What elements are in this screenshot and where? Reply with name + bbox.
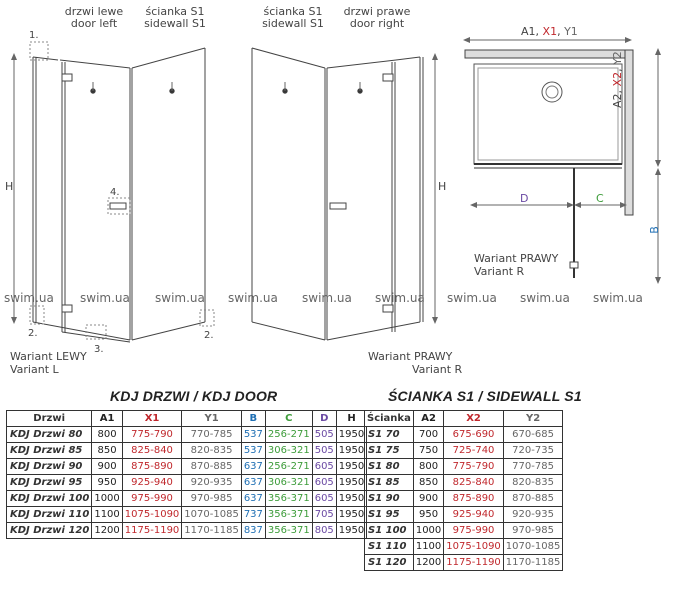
table-cell: 1950	[336, 427, 366, 443]
left-sidewall-label-en: sidewall S1	[144, 17, 206, 30]
header-c: C	[265, 411, 312, 427]
table-cell: 950	[413, 507, 443, 523]
table-row	[365, 475, 563, 491]
header-a2: A2	[413, 411, 443, 427]
table-cell: 720-735	[503, 443, 563, 459]
row-model-name: S1 110	[365, 539, 414, 555]
table-cell: 805	[312, 523, 336, 539]
table-cell: 770-785	[182, 427, 242, 443]
table-cell: 970-985	[503, 523, 563, 539]
table-cell: 725-740	[444, 443, 504, 459]
table-cell: 1175-1190	[444, 555, 504, 571]
dim-y1: Y1	[564, 25, 578, 38]
plan-side-dimension	[612, 28, 624, 108]
table-cell: 256-271	[265, 427, 312, 443]
door-dimension-table	[6, 410, 367, 539]
table-cell: 975-990	[444, 523, 504, 539]
table-cell: 356-371	[265, 491, 312, 507]
table-cell: 605	[312, 475, 336, 491]
plan-top-dimension	[521, 26, 578, 38]
table-row	[365, 459, 563, 475]
header-y1: Y1	[182, 411, 242, 427]
table-cell: 870-885	[503, 491, 563, 507]
table-cell: 825-840	[122, 443, 182, 459]
plan-variant-pl: Wariant PRAWY	[474, 252, 559, 265]
left-height-label: H	[5, 180, 14, 193]
right-variant-pl: Wariant PRAWY	[368, 350, 453, 363]
door-table-title: KDJ DRZWI / KDJ DOOR	[110, 388, 278, 404]
watermark: swim.ua	[80, 291, 130, 305]
header-b: B	[241, 411, 265, 427]
table-cell: 505	[312, 443, 336, 459]
table-cell: 1200	[92, 523, 122, 539]
table-cell: 670-685	[503, 427, 563, 443]
table-cell: 900	[413, 491, 443, 507]
row-model-name: S1 70	[365, 427, 414, 443]
dim-x1: X1	[542, 25, 558, 38]
table-cell: 637	[241, 459, 265, 475]
header-h: H	[336, 411, 366, 427]
table-cell: 356-371	[265, 507, 312, 523]
table-cell: 356-371	[265, 523, 312, 539]
table-cell: 970-985	[182, 491, 242, 507]
row-model-name: KDJ Drzwi 85	[7, 443, 92, 459]
table-cell: 1075-1090	[122, 507, 182, 523]
dim-x2: X2	[611, 71, 624, 87]
watermark: swim.ua	[447, 291, 497, 305]
dim-sep: ,	[611, 64, 624, 72]
left-variant-pl: Wariant LEWY	[10, 350, 87, 363]
table-cell: 1000	[413, 523, 443, 539]
table-row	[365, 443, 563, 459]
table-row	[7, 507, 367, 523]
table-cell: 775-790	[122, 427, 182, 443]
watermark: swim.ua	[593, 291, 643, 305]
table-row	[365, 539, 563, 555]
table-cell: 1170-1185	[182, 523, 242, 539]
table-cell: 770-785	[503, 459, 563, 475]
table-cell: 775-790	[444, 459, 504, 475]
table-cell: 537	[241, 443, 265, 459]
table-cell: 637	[241, 491, 265, 507]
dim-b: B	[647, 226, 661, 234]
table-cell: 1950	[336, 523, 366, 539]
table-row	[365, 523, 563, 539]
row-model-name: KDJ Drzwi 110	[7, 507, 92, 523]
dim-a2: A2	[611, 93, 624, 108]
table-cell: 1100	[413, 539, 443, 555]
table-cell: 875-890	[122, 459, 182, 475]
table-row	[7, 475, 367, 491]
table-cell: 850	[92, 443, 122, 459]
table-cell: 850	[413, 475, 443, 491]
table-cell: 1950	[336, 507, 366, 523]
table-cell: 925-940	[122, 475, 182, 491]
table-cell: 900	[92, 459, 122, 475]
table-cell: 1950	[336, 459, 366, 475]
table-cell: 605	[312, 459, 336, 475]
table-cell: 1950	[336, 443, 366, 459]
table-cell: 820-835	[182, 443, 242, 459]
table-cell: 1100	[92, 507, 122, 523]
table-cell: 837	[241, 523, 265, 539]
callout-3: 3.	[94, 344, 104, 355]
header-y2: Y2	[503, 411, 563, 427]
table-cell: 925-940	[444, 507, 504, 523]
right-door-label-pl: drzwi prawe	[343, 5, 411, 18]
table-cell: 737	[241, 507, 265, 523]
table-cell: 1950	[336, 475, 366, 491]
dim-y2: Y2	[611, 51, 624, 65]
row-model-name: S1 75	[365, 443, 414, 459]
table-cell: 750	[413, 443, 443, 459]
watermark: swim.ua	[228, 291, 278, 305]
table-row	[365, 555, 563, 571]
row-model-name: S1 85	[365, 475, 414, 491]
table-cell: 800	[413, 459, 443, 475]
header-x2: X2	[444, 411, 504, 427]
dim-a1: A1	[521, 25, 536, 38]
table-cell: 1950	[336, 491, 366, 507]
table-cell: 675-690	[444, 427, 504, 443]
right-sidewall-label-pl: ścianka S1	[263, 5, 323, 18]
table-cell: 975-990	[122, 491, 182, 507]
dim-sep: ,	[535, 25, 543, 38]
row-model-name: S1 80	[365, 459, 414, 475]
left-door-label-en: door left	[70, 17, 118, 30]
table-cell: 950	[92, 475, 122, 491]
table-cell: 1200	[413, 555, 443, 571]
table-cell: 1000	[92, 491, 122, 507]
watermark: swim.ua	[375, 291, 425, 305]
table-row	[7, 523, 367, 539]
table-cell: 1070-1085	[182, 507, 242, 523]
table-cell: 920-935	[182, 475, 242, 491]
row-model-name: KDJ Drzwi 90	[7, 459, 92, 475]
header-a1: A1	[92, 411, 122, 427]
dim-c: C	[596, 192, 604, 205]
row-model-name: KDJ Drzwi 80	[7, 427, 92, 443]
table-row	[365, 507, 563, 523]
row-model-name: KDJ Drzwi 100	[7, 491, 92, 507]
row-model-name: KDJ Drzwi 120	[7, 523, 92, 539]
table-cell: 1075-1090	[444, 539, 504, 555]
table-row	[7, 459, 367, 475]
header-drzwi: Drzwi	[7, 411, 92, 427]
table-cell: 637	[241, 475, 265, 491]
table-cell: 800	[92, 427, 122, 443]
table-row	[7, 491, 367, 507]
header-d: D	[312, 411, 336, 427]
table-cell: 705	[312, 507, 336, 523]
table-row	[7, 443, 367, 459]
table-cell: 306-321	[265, 475, 312, 491]
right-door-label-en: door right	[349, 17, 405, 30]
callout-2-right: 2.	[204, 330, 214, 341]
table-row	[365, 491, 563, 507]
table-row	[7, 427, 367, 443]
row-model-name: S1 90	[365, 491, 414, 507]
table-cell: 700	[413, 427, 443, 443]
table-cell: 825-840	[444, 475, 504, 491]
table-cell: 870-885	[182, 459, 242, 475]
row-model-name: S1 95	[365, 507, 414, 523]
table-cell: 306-321	[265, 443, 312, 459]
right-sidewall-label-en: sidewall S1	[262, 17, 324, 30]
dim-d: D	[520, 192, 529, 205]
table-cell: 1170-1185	[503, 555, 563, 571]
watermark: swim.ua	[155, 291, 205, 305]
table-cell: 920-935	[503, 507, 563, 523]
watermark: swim.ua	[302, 291, 352, 305]
door-table-header-row	[7, 411, 367, 427]
plan-variant-en: Variant R	[474, 265, 525, 278]
table-cell: 256-271	[265, 459, 312, 475]
header-scianka: Ścianka	[365, 411, 414, 427]
table-cell: 605	[312, 491, 336, 507]
callout-1: 1.	[29, 30, 39, 41]
header-x1: X1	[122, 411, 182, 427]
left-variant-en: Variant L	[10, 363, 59, 376]
sidewall-dimension-table	[364, 410, 563, 571]
sidewall-table-header-row	[365, 411, 563, 427]
callout-2-left: 2.	[28, 328, 38, 339]
right-variant-en: Variant R	[412, 363, 463, 376]
watermark: swim.ua	[4, 291, 54, 305]
table-cell: 820-835	[503, 475, 563, 491]
dim-sep: ,	[611, 86, 624, 94]
watermark: swim.ua	[520, 291, 570, 305]
left-door-label-pl: drzwi lewe	[64, 5, 124, 18]
plan-view-drawing	[463, 37, 661, 284]
row-model-name: S1 100	[365, 523, 414, 539]
table-cell: 1175-1190	[122, 523, 182, 539]
sidewall-table-title: ŚCIANKA S1 / SIDEWALL S1	[388, 388, 582, 404]
table-row	[365, 427, 563, 443]
table-cell: 875-890	[444, 491, 504, 507]
right-height-label: H	[438, 180, 447, 193]
table-cell: 1070-1085	[503, 539, 563, 555]
table-cell: 537	[241, 427, 265, 443]
row-model-name: KDJ Drzwi 95	[7, 475, 92, 491]
left-sidewall-label-pl: ścianka S1	[145, 5, 205, 18]
dim-sep: ,	[557, 25, 565, 38]
table-cell: 505	[312, 427, 336, 443]
callout-4: 4.	[110, 187, 120, 198]
row-model-name: S1 120	[365, 555, 414, 571]
